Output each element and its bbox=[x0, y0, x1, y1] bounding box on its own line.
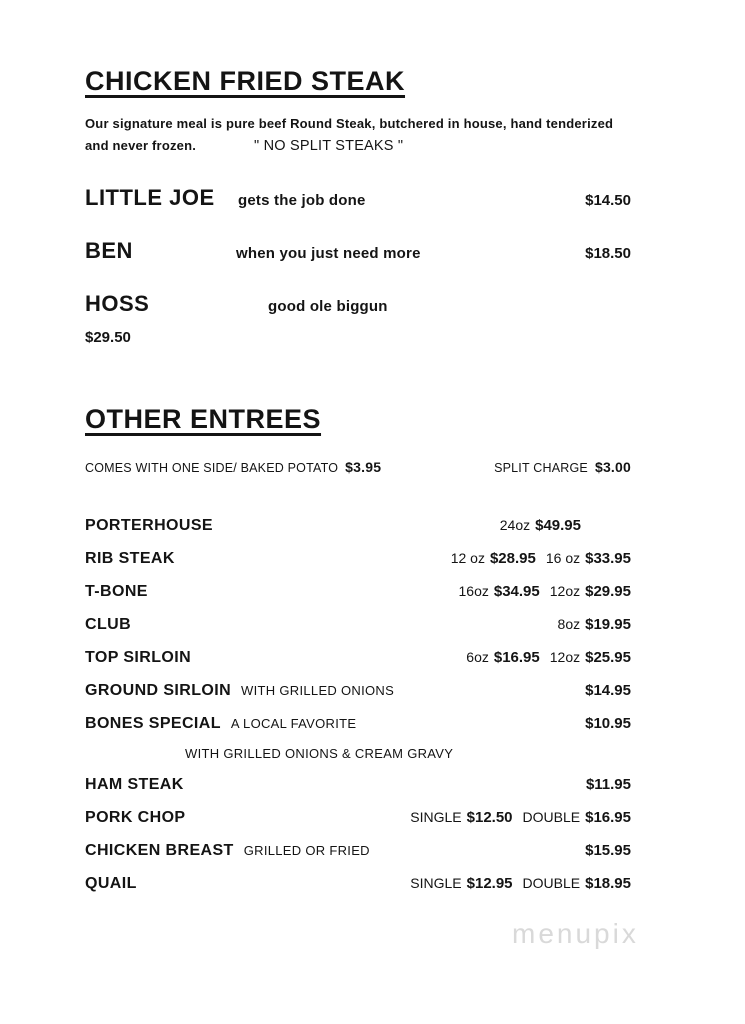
item-prices bbox=[558, 616, 631, 633]
item-row bbox=[85, 776, 631, 794]
size-label: 8oz bbox=[557, 615, 581, 632]
item-name: QUAIL bbox=[85, 874, 137, 892]
item-prices bbox=[466, 649, 631, 666]
item-name: BEN bbox=[85, 237, 133, 263]
item-row bbox=[85, 875, 631, 893]
size-price-pair bbox=[586, 776, 631, 793]
item-subtext: WITH GRILLED ONIONS bbox=[241, 682, 395, 698]
item-price: $18.50 bbox=[585, 244, 631, 262]
price: $25.95 bbox=[585, 648, 631, 666]
item-row bbox=[85, 715, 631, 733]
price: $12.50 bbox=[466, 808, 513, 826]
note-sides-price: $3.95 bbox=[345, 458, 382, 475]
item-row bbox=[85, 583, 631, 601]
item-row bbox=[85, 649, 631, 667]
item-name: PORTERHOUSE bbox=[85, 516, 213, 534]
item-name: TOP SIRLOIN bbox=[85, 648, 192, 666]
price: $14.95 bbox=[585, 681, 631, 699]
menu-item-ground-sirloin bbox=[85, 682, 631, 700]
size-price-pair bbox=[523, 875, 631, 892]
size-price-pair bbox=[451, 550, 536, 567]
item-extra-description: WITH GRILLED ONIONS & CREAM GRAVY bbox=[185, 745, 454, 761]
size-price-pair bbox=[466, 649, 539, 666]
item-row bbox=[85, 550, 631, 568]
price: $29.95 bbox=[585, 582, 631, 600]
item-tagline: gets the job done bbox=[238, 191, 366, 209]
size-price-pair bbox=[410, 809, 512, 826]
description-line-2 bbox=[85, 135, 631, 158]
item-row bbox=[85, 616, 631, 634]
item-row bbox=[85, 809, 631, 827]
size-price-pair bbox=[459, 583, 540, 600]
item-name: HOSS bbox=[85, 290, 150, 316]
item-tagline: when you just need more bbox=[236, 244, 421, 262]
item-subtext: A LOCAL FAVORITE bbox=[230, 715, 357, 731]
menu-item-club bbox=[85, 616, 631, 634]
price: $18.95 bbox=[585, 874, 631, 892]
size-price-pair bbox=[523, 809, 631, 826]
size-price-pair bbox=[585, 842, 631, 859]
size-label: 16 oz bbox=[545, 549, 581, 566]
menupix-watermark: menupix bbox=[512, 918, 639, 949]
item-name: PORK CHOP bbox=[85, 808, 186, 826]
item-prices bbox=[586, 776, 631, 793]
item-name: LITTLE JOE bbox=[85, 184, 215, 210]
item-row bbox=[85, 517, 631, 535]
size-label: 12oz bbox=[549, 582, 581, 599]
menu-item-quail bbox=[85, 875, 631, 893]
menu-item-porterhouse bbox=[85, 517, 631, 535]
menu-item-ben bbox=[85, 238, 631, 264]
size-label: DOUBLE bbox=[522, 874, 581, 891]
item-subtext: GRILLED OR FRIED bbox=[243, 842, 370, 858]
item-prices bbox=[500, 517, 581, 534]
section-description bbox=[85, 114, 631, 158]
price: $10.95 bbox=[585, 714, 631, 732]
item-price: $14.50 bbox=[585, 191, 631, 209]
menu-item-top-sirloin bbox=[85, 649, 631, 667]
size-price-pair bbox=[585, 715, 631, 732]
item-name: BONES SPECIAL bbox=[85, 714, 221, 732]
item-tagline: good ole biggun bbox=[268, 297, 388, 315]
menu-item-t-bone bbox=[85, 583, 631, 601]
size-price-pair bbox=[500, 517, 581, 534]
item-name: GROUND SIRLOIN bbox=[85, 681, 232, 699]
menu-item-ham-steak bbox=[85, 776, 631, 794]
menu-item-chicken-breast bbox=[85, 842, 631, 860]
note-sides: COMES WITH ONE SIDE/ BAKED POTATO bbox=[85, 460, 339, 475]
price: $11.95 bbox=[585, 775, 631, 793]
entrees-note-row bbox=[85, 459, 631, 475]
item-name: CLUB bbox=[85, 615, 132, 633]
price: $28.95 bbox=[489, 549, 536, 567]
item-prices bbox=[585, 715, 631, 732]
item-price: $29.50 bbox=[85, 328, 131, 346]
price: $49.95 bbox=[535, 516, 581, 534]
size-label: 16oz bbox=[458, 582, 489, 599]
price: $12.95 bbox=[466, 874, 513, 892]
item-row bbox=[85, 682, 631, 700]
size-label: DOUBLE bbox=[522, 808, 581, 825]
item-prices bbox=[585, 842, 631, 859]
split-charge-price: $3.00 bbox=[594, 458, 631, 475]
item-name: HAM STEAK bbox=[85, 775, 184, 793]
section-chicken-fried-steak bbox=[85, 66, 631, 346]
description-line-2-text: and never frozen. bbox=[85, 137, 197, 153]
section-title-chicken-fried-steak: CHICKEN FRIED STEAK bbox=[85, 66, 406, 96]
menu-item-bones-special bbox=[85, 715, 631, 761]
price: $16.95 bbox=[493, 648, 540, 666]
size-label: 6oz bbox=[466, 648, 489, 665]
section-other-entrees bbox=[85, 404, 631, 893]
split-charge-label: SPLIT CHARGE bbox=[494, 460, 588, 475]
size-price-pair bbox=[550, 649, 631, 666]
price: $15.95 bbox=[585, 841, 631, 859]
item-prices bbox=[585, 682, 631, 699]
size-price-pair bbox=[585, 682, 631, 699]
menu-item-pork-chop bbox=[85, 809, 631, 827]
price: $33.95 bbox=[585, 549, 631, 567]
item-prices bbox=[410, 875, 631, 892]
item-name: CHICKEN BREAST bbox=[85, 841, 234, 859]
price: $34.95 bbox=[493, 582, 540, 600]
item-name: T-BONE bbox=[85, 582, 148, 600]
item-name: RIB STEAK bbox=[85, 549, 175, 567]
price: $19.95 bbox=[585, 615, 631, 633]
entrees-item-list bbox=[85, 517, 631, 893]
item-prices bbox=[451, 550, 631, 567]
item-prices bbox=[459, 583, 632, 600]
size-label: SINGLE bbox=[410, 808, 462, 825]
description-line-1: Our signature meal is pure beef Round Steak, butchered in house, hand tenderized bbox=[85, 116, 614, 131]
size-label: 24oz bbox=[499, 516, 531, 533]
split-charge-note bbox=[494, 459, 631, 475]
size-price-pair bbox=[546, 550, 631, 567]
menu-item-little-joe bbox=[85, 185, 631, 211]
size-price-pair bbox=[410, 875, 512, 892]
item-row bbox=[85, 842, 631, 860]
price: $16.95 bbox=[585, 808, 631, 826]
item-prices bbox=[410, 809, 631, 826]
menu-page bbox=[85, 66, 631, 893]
menu-item-hoss bbox=[85, 291, 631, 317]
size-label: 12oz bbox=[549, 648, 581, 665]
no-split-steaks-note: " NO SPLIT STEAKS " bbox=[254, 137, 404, 154]
size-price-pair bbox=[550, 583, 631, 600]
section-title-other-entrees: OTHER ENTREES bbox=[85, 403, 322, 434]
size-label: 12 oz bbox=[450, 549, 485, 566]
size-label: SINGLE bbox=[410, 874, 462, 891]
size-price-pair bbox=[558, 616, 631, 633]
menu-item-rib-steak bbox=[85, 550, 631, 568]
